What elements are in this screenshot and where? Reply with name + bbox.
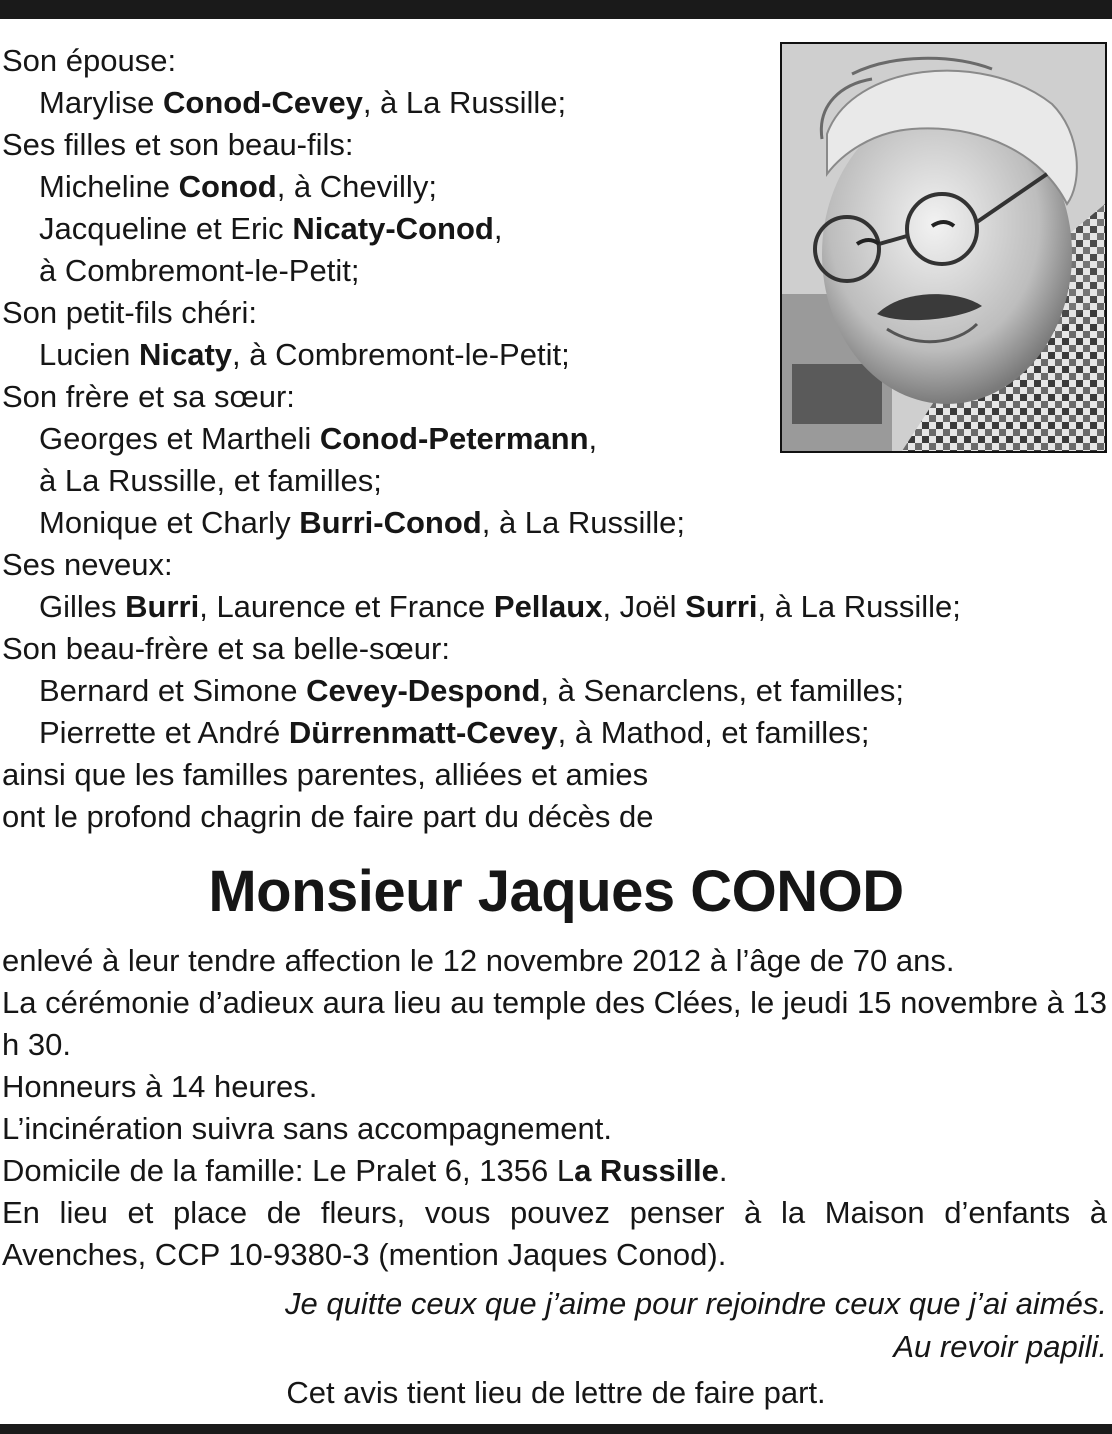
portrait-photo-icon — [782, 44, 1105, 451]
inlaw-entry-1: Bernard et Simone Cevey-Despond, à Senarclens, et familles; — [39, 673, 904, 708]
family-list — [2, 40, 961, 838]
bottom-rule — [0, 1424, 1112, 1434]
closing-line-2: ont le profond chagrin de faire part du décès de — [2, 799, 654, 834]
quote-line-1: Je quitte ceux que j’aime pour rejoindre ceux que j’ai aimés. — [285, 1286, 1107, 1321]
inlaws-label: Son beau-frère et sa belle-sœur: — [2, 631, 450, 666]
sibling-entry-1: Georges et Martheli Conod-Petermann, — [39, 421, 598, 456]
grandson-label: Son petit-fils chéri: — [2, 295, 257, 330]
closing-line-1: ainsi que les familles parentes, alliées et amies — [2, 757, 649, 792]
deceased-name: Monsieur Jaques CONOD — [208, 859, 904, 924]
age-line: enlevé à leur tendre affection le 12 novembre 2012 à l’âge de 70 ans. — [2, 943, 955, 978]
flowers-text: En lieu et place de fleurs, vous pouvez penser à la Maison d’enfants à Avenches, CCP 10-9380-3 (mention Jaques Conod). — [2, 1195, 1107, 1272]
farewell-quote — [0, 1282, 1107, 1368]
incineration-line: L’incinération suivra sans accompagnement. — [2, 1111, 613, 1146]
sibling-entry-2: Monique et Charly Burri-Conod, à La Russille; — [39, 505, 686, 540]
closing-note: Cet avis tient lieu de lettre de faire part. — [286, 1375, 826, 1410]
nephews-entry: Gilles Burri, Laurence et France Pellaux, Joël Surri, à La Russille; — [39, 589, 961, 624]
daughters-label: Ses filles et son beau-fils: — [2, 127, 354, 162]
inlaw-entry-2: Pierrette et André Dürrenmatt-Cevey, à Mathod, et familles; — [39, 715, 870, 750]
spouse-entry: Marylise Conod-Cevey, à La Russille; — [39, 85, 567, 120]
daughter-entry-2: Jacqueline et Eric Nicaty-Conod, — [39, 211, 503, 246]
daughter-entry-1: Micheline Conod, à Chevilly; — [39, 169, 437, 204]
grandson-entry: Lucien Nicaty, à Combremont-le-Petit; — [39, 337, 570, 372]
portrait-photo — [780, 42, 1107, 453]
details-block — [2, 940, 1107, 1276]
honors-line: Honneurs à 14 heures. — [2, 1069, 318, 1104]
ceremony-text: La cérémonie d’adieux aura lieu au temple des Clées, le jeudi 15 novembre à 13 h 30. — [2, 985, 1107, 1062]
sibling-entry-1-cont: à La Russille, et familles; — [39, 463, 382, 498]
nephews-label: Ses neveux: — [2, 547, 173, 582]
siblings-label: Son frère et sa sœur: — [2, 379, 295, 414]
daughter-entry-2-cont: à Combremont-le-Petit; — [39, 253, 360, 288]
domicile-line: Domicile de la famille: Le Pralet 6, 1356 La Russille. — [2, 1153, 728, 1188]
spouse-label: Son épouse: — [2, 43, 177, 78]
quote-line-2: Au revoir papili. — [893, 1329, 1107, 1364]
top-rule — [0, 0, 1112, 19]
